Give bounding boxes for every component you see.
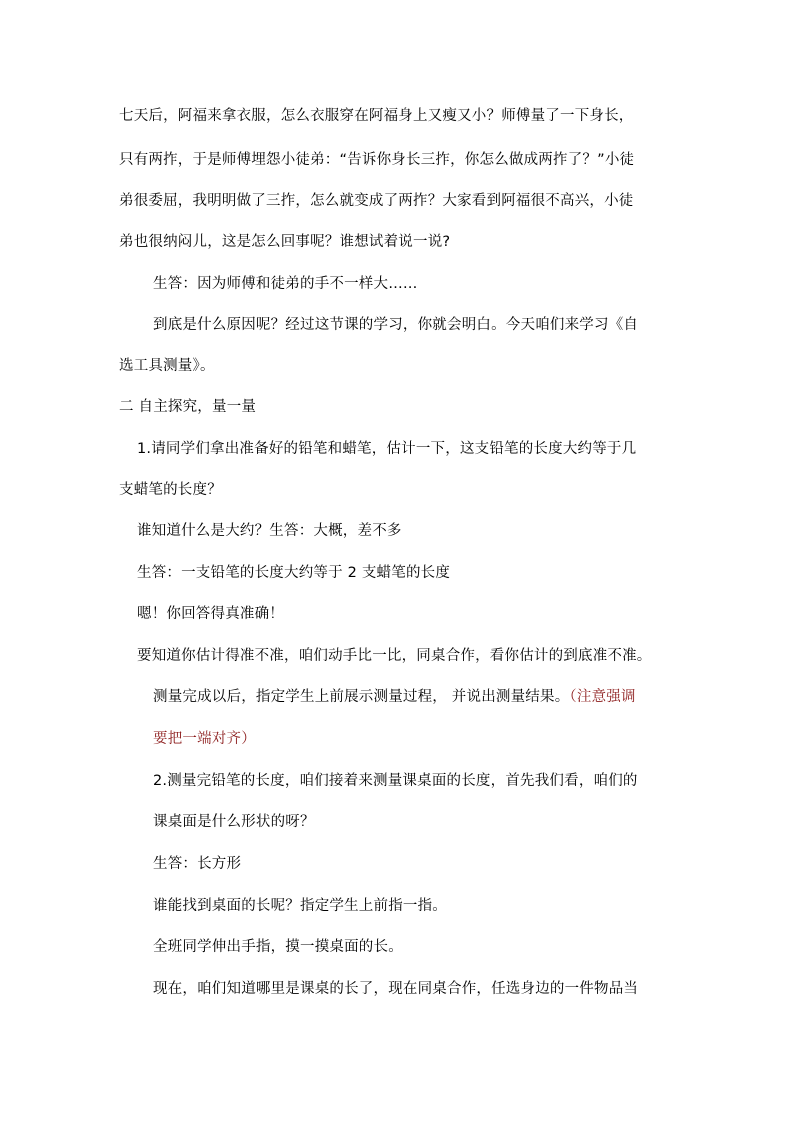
- paragraph-line: 全班同学伸出手指，摸一摸桌面的长。: [153, 939, 403, 955]
- section-heading: 二 自主探究，量一量: [119, 399, 257, 415]
- paragraph-line: 生答：长方形: [153, 856, 242, 872]
- paragraph-line: 2.测量完铅笔的长度，咱们接着来测量课桌面的长度，首先我们看，咱们的: [153, 773, 638, 789]
- paragraph-line: 谁能找到桌面的长呢？指定学生上前指一指。: [153, 898, 447, 914]
- paragraph-line: 谁知道什么是大约？生答：大概，差不多: [137, 523, 402, 539]
- paragraph-line: 生答：因为师傅和徒弟的手不一样大……: [153, 276, 418, 292]
- paragraph-line: 支蜡笔的长度？: [119, 482, 222, 498]
- paragraph-line: 要知道你估计得准不准，咱们动手比一比，同桌合作，看你估计的到底准不准。: [137, 648, 652, 664]
- paragraph-line: 只有两拃，于是师傅埋怨小徒弟：“告诉你身长三拃，你怎么做成两拃了？”小徒: [119, 152, 635, 168]
- paragraph-line: 嗯！你回答得真准确！: [137, 606, 284, 622]
- paragraph-line: 课桌面是什么形状的呀？: [153, 814, 315, 830]
- paragraph-line: 弟也很纳闷儿，这是怎么回事呢？谁想试着说一说?: [119, 234, 451, 250]
- paragraph-line: 弟很委屈，我明明做了三拃，怎么就变成了两拃？大家看到阿福很不高兴，小徒: [119, 193, 634, 209]
- paragraph-line: 选工具测量》。: [119, 358, 215, 374]
- paragraph-line: [153, 687, 636, 707]
- paragraph-line: 到底是什么原因呢？经过这节课的学习，你就会明白。今天咱们来学习《自: [153, 317, 639, 333]
- paragraph-line: 七天后，阿福来拿衣服，怎么衣服穿在阿福身上又瘦又小？师傅量了一下身长，: [119, 108, 634, 124]
- paragraph-line: 1.请同学们拿出准备好的铅笔和蜡笔，估计一下，这支铅笔的长度大约等于几: [137, 441, 637, 457]
- paragraph-text: 测量完成以后，指定学生上前展示测量过程， 并说出测量结果。: [153, 689, 570, 705]
- paragraph-line: 现在，咱们知道哪里是课桌的长了，现在同桌合作，任选身边的一件物品当: [153, 981, 639, 997]
- emphasis-line: 要把一端对齐）: [153, 731, 256, 747]
- emphasis-text: （注意强调: [569, 689, 636, 705]
- paragraph-line: 生答：一支铅笔的长度大约等于 2 支蜡笔的长度: [137, 565, 451, 581]
